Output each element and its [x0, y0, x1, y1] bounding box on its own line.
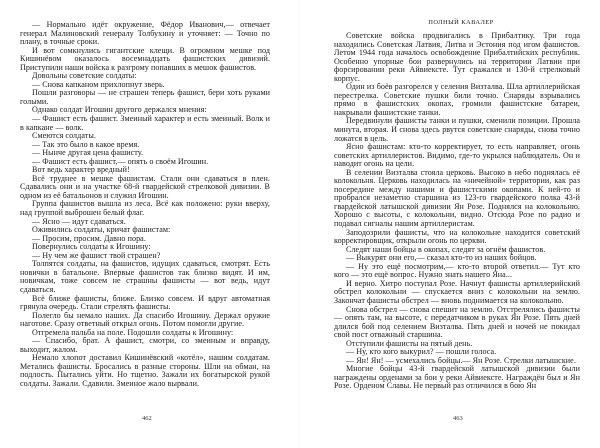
paragraph: Пошли разговоры — не страшен теперь фашист, бери хоть руками голыми. [20, 88, 270, 106]
paragraph: Повернулись солдаты к Игошину: [32, 242, 151, 252]
paragraph: Ясно фашистам: кто-то корректирует, то есть направляет, огонь советских артиллеристов. Видимо, где-то укрылся наблюдатель. Он и наводит огонь на цели. [334, 142, 580, 169]
paragraph: Снова обстрел — снова спешит на землю. Отстрелялись фашисты — опять там, на высоте, с передатчиком в руках Ян Розе. Пять дней длился бой под селением Визталва. Пять дней и ночей не покидал свой пост отважный старшина. [334, 304, 580, 340]
paragraph: — Нынче другая цена фашисту. [32, 148, 144, 158]
paragraph: Смеются солдаты. [32, 131, 96, 141]
right-page-text [334, 32, 580, 391]
paragraph: В селении Визталва стояла церковь. Высоко в небо поднялась её колокольня. Церковь находилась на «ничейной» территории, как раз посередине между нашими и фашистскими окопами. К ней-то и пробрался незаметно старшина из 123-го гвардейского полка 43-й гвардейской латышской дивизии Ян Розе. Поднялся на колокольню. Хорошо с высоты, с колокольни, видно. Отсюда Розе по радио и подавал сигналы нашим артиллеристам. [334, 167, 580, 229]
paragraph: Оживились солдаты, кричат фашистам: [32, 225, 171, 235]
paragraph: Всё ближе фашисты, ближе. Близко совсем. И вдруг автоматная грянула очередь. Стали стрелять фашисты. [20, 293, 270, 312]
paragraph: — Ясно — идут сдаваться. [32, 216, 126, 226]
paragraph: — Ну чем же фашист твой страшен? [32, 250, 161, 260]
paragraph: Толпятся солдаты, на фашистов, идущих сдаваться, смотрят. Есть новички в батальоне. Впервые фашистов так близко видят. И им, новичкам, тоже совсем не страшны фашисты — вот ведь, идут сдаваться. [20, 259, 270, 294]
paragraph: Многие бойцы 43-й гвардейской латышской дивизии были награждены орденами за бои у реки Айвиексте. Награждён был и Ян Розе. Орденом Славы. Не первый раз отличился в бою Ян [334, 364, 580, 391]
paragraph: Довольны советские солдаты: [32, 71, 137, 81]
paragraph: — Фашист есть фашист. Змеиный характер и есть змеиный. Волк и в капкане — волк. [20, 114, 270, 132]
paragraph: Вот ведь характер вредный! [32, 165, 130, 175]
paragraph: Передвинули фашисты танки и пушки, сменили позиции. Прошла минута, вторая. И снова здесь рвутся советские снаряды, снова точно ложатся в цель. [334, 116, 580, 143]
paragraph: — Просим, просим. Давно пора. [32, 233, 146, 243]
paragraph: — Так это было в какое время. [32, 139, 140, 149]
paragraph: — Снова капканом прихлопнут зверь. [32, 79, 165, 89]
paragraph: Немало хлопот доставил Кишинёвский «котёл», нашим солдатам. Метались фашисты. Бросались в разные стороны. Шли на обман, на подлость. Пытались уйти. Но тщетно. Зажали их богатырской рукой солдаты. Зажали. Сдавили. Змеиное жало вырвали. [20, 353, 270, 388]
paragraph: Советские войска продвигались в Прибалтику. Три года находились Советская Латвия, Литва и Эстония под игом фашистов. Летом 1944 года началось освобождение Прибалтийских республик. Особенно упорные бои развернулись на территории Латвии при форсировании реки Айвиексте. Тут сражался и 130-й стрелковый корпус. [334, 31, 580, 83]
page-number: 462 [142, 415, 152, 422]
paragraph: Всё труднее в мешке фашистам. Стали они сдаваться в плен. Сдавались они и на участке 68-й гвардейской стрелковой дивизии. В одном из её батальонов и служил Игошин. [20, 173, 270, 200]
paragraph: Отступили фашисты на пятый день. [346, 338, 473, 348]
right-page [300, 0, 600, 448]
paragraph: Полегло бы немало наших. Да спасибо Игошину. Держал оружие наготове. Сразу ответный открыл огонь. Потом помогли другие. [20, 310, 270, 329]
paragraph: — Ну это ещё посмотрим,— кто-то второй ответил.— Тут кто кого — это ещё вопрос. Нужно знать нашего Яна... [334, 261, 580, 280]
paragraph: Группа фашистов вышла из леса. Всё как положено: руки вверху, над группой выброшен белый флаг. [20, 199, 270, 218]
paragraph: — Фашист есть фашист,— опять о своём Игошин. [32, 156, 209, 166]
paragraph: — Выкурят они его,— сказал кто-то из наших бойцов. [346, 253, 537, 263]
paragraph: Заподозрили фашисты, что на колокольне находится советский корректировщик, открыли огонь по церкви. [334, 227, 580, 246]
paragraph: — Ян! Ян! — усмехались бойцы.— Ян Розе. Стрелки латышские. [346, 355, 576, 365]
chapter-title: ПОЛНЫЙ КАВАЛЕР [428, 19, 494, 26]
paragraph: Отгремела пальба на поле. Подошли солдаты к Игошину: [32, 327, 234, 337]
paragraph: И вот сомкнулись гигантские клещи. В огромном мешке под Кишинёвом оказалось восемнадцать фашистских дивизий. Приступили наши войска к разгрому попавших в мешок фашистов. [20, 45, 270, 72]
paragraph: — Ну, кто кого выкурил? — пошли голоса. [346, 347, 497, 357]
page-number: 463 [453, 415, 463, 422]
left-page-text [20, 21, 270, 389]
paragraph: Следят наши бойцы в окопах, следят за огнём фашистов. [346, 244, 546, 254]
paragraph: — Спасибо, брат. А фашист, смотри, со змеиным и вправду, выходит, жалом. [20, 336, 270, 354]
paragraph: — Нормально идёт окружение, Фёдор Иванович,— отвечает генерал Малиновский генералу Толбухину и уточняет: — Точно по плану, в точные сроки. [20, 20, 270, 47]
paragraph: И верно. Хитро поступал Розе. Начнут фашисты артиллерийский обстрел колокольни — спускается вниз с колокольни на землю. Закончат фашисты обстрел — вновь поднимается на колокольню. [334, 278, 580, 305]
paragraph: Однако солдат Игошин другого держался мнения: [32, 105, 207, 115]
paragraph: Один из боёв разгорелся у селения Визталва. Шла артиллерийская перестрелка. Советские пушки били точно. Снаряды взрывались прямо в фашистских окопах, громили фашистские батареи, накрывали фашистские танки. [334, 82, 580, 117]
